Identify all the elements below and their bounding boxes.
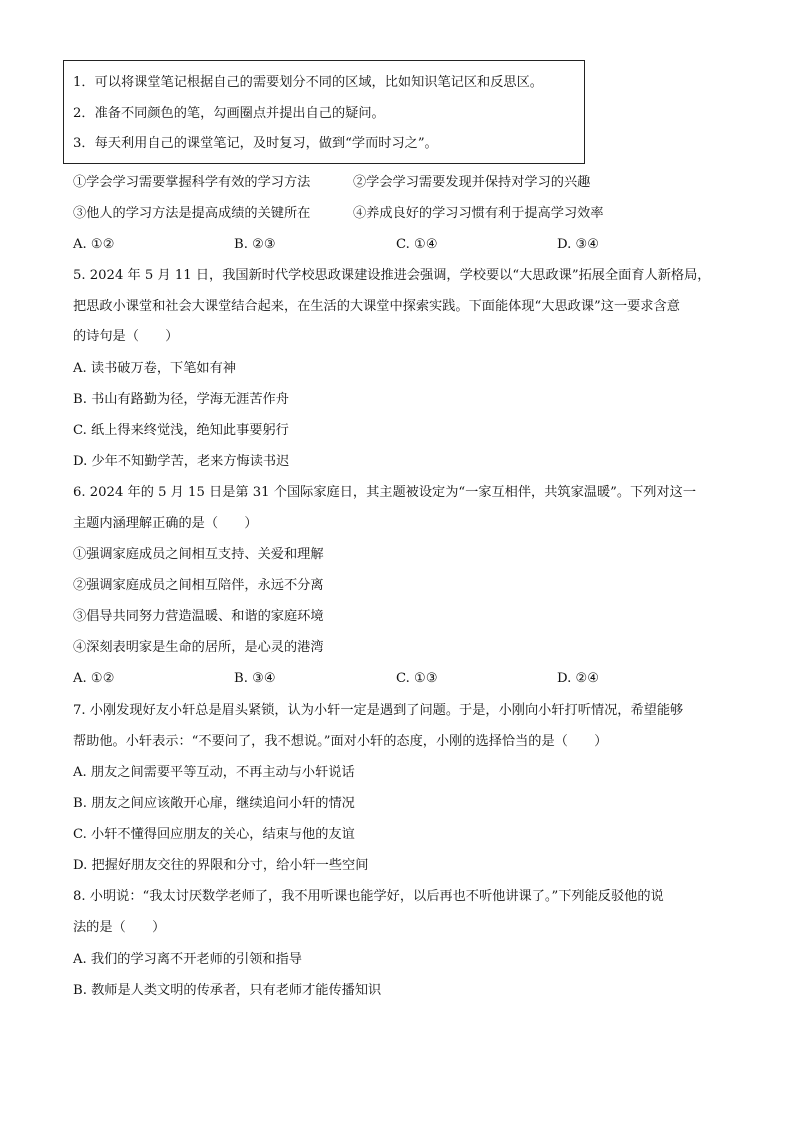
q7-option-d[interactable]: D. 把握好朋友交往的界限和分寸，给小轩一些空间 [73, 858, 369, 873]
q5-option-c[interactable]: C. 纸上得来终觉浅，绝知此事要躬行 [73, 423, 289, 438]
q4-statement-1: ①学会学习需要掌握科学有效的学习方法 [73, 175, 311, 190]
q7-option-c[interactable]: C. 小轩不懂得回应朋友的关心，结束与他的友谊 [73, 827, 355, 842]
q5-stem-line-2: 把思政小课堂和社会大课堂结合起来，在生活的大课堂中探索实践。下面能体现“大思政课”这一要求含意 [73, 299, 680, 314]
q5-option-d[interactable]: D. 少年不知勤学苦，老来方悔读书迟 [73, 454, 290, 469]
q5-option-a[interactable]: A. 读书破万卷，下笔如有神 [73, 361, 236, 376]
q7-option-a[interactable]: A. 朋友之间需要平等互动，不再主动与小轩说话 [73, 765, 355, 780]
q8-stem-line-1: 8. 小明说：“我太讨厌数学老师了，我不用听课也能学好，以后再也不听他讲课了。”下列能反驳他的说 [73, 889, 664, 904]
tip-line-1: 1．可以将课堂笔记根据自己的需要划分不同的区域，比如知识笔记区和反思区。 [73, 75, 543, 90]
q7-stem-line-2: 帮助他。小轩表示：“不要问了，我不想说。”面对小轩的态度，小刚的选择恰当的是（ ） [73, 734, 608, 749]
q4-option-c[interactable]: C. ①④ [396, 237, 438, 252]
q8-stem-line-2: 法的是（ ） [73, 920, 166, 935]
q7-option-b[interactable]: B. 朋友之间应该敞开心扉，继续追问小轩的情况 [73, 796, 355, 811]
q4-option-a[interactable]: A. ①② [73, 237, 115, 252]
q4-statement-2: ②学会学习需要发现并保持对学习的兴趣 [353, 175, 591, 190]
q6-statement-4: ④深刻表明家是生命的居所，是心灵的港湾 [73, 640, 324, 655]
q8-option-b[interactable]: B. 教师是人类文明的传承者，只有老师才能传播知识 [73, 983, 382, 998]
q6-option-c[interactable]: C. ①③ [396, 671, 438, 686]
q4-statement-3: ③他人的学习方法是提高成绩的关键所在 [73, 206, 311, 221]
q6-stem-line-2: 主题内涵理解正确的是（ ） [73, 516, 258, 531]
q5-stem-line-1: 5. 2024 年 5 月 11 日，我国新时代学校思政课建设推进会强调，学校要以“大思政课”拓展全面育人新格局， [73, 268, 711, 283]
q5-option-b[interactable]: B. 书山有路勤为径，学海无涯苦作舟 [73, 392, 289, 407]
q6-option-d[interactable]: D. ②④ [557, 671, 600, 686]
q6-statement-1: ①强调家庭成员之间相互支持、关爱和理解 [73, 547, 324, 562]
q4-option-b[interactable]: B. ②③ [234, 237, 276, 252]
q6-option-a[interactable]: A. ①② [73, 671, 115, 686]
tip-line-3: 3．每天利用自己的课堂笔记，及时复习，做到“学而时习之”。 [73, 136, 438, 151]
q4-option-d[interactable]: D. ③④ [557, 237, 600, 252]
q4-statement-4: ④养成良好的学习习惯有利于提高学习效率 [353, 206, 604, 221]
q6-statement-3: ③倡导共同努力营造温暖、和谐的家庭环境 [73, 609, 324, 624]
q5-stem-line-3: 的诗句是（ ） [73, 329, 179, 344]
q6-stem-line-1: 6. 2024 年的 5 月 15 日是第 31 个国际家庭日，其主题被设定为“一家互相伴，共筑家温暖”。下列对这一 [73, 485, 697, 500]
q6-option-b[interactable]: B. ③④ [234, 671, 276, 686]
tip-line-2: 2．准备不同颜色的笔，勾画圈点并提出自己的疑问。 [73, 106, 385, 121]
q7-stem-line-1: 7. 小刚发现好友小轩总是眉头紧锁，认为小轩一定是遇到了问题。于是，小刚向小轩打听情况，希望能够 [73, 703, 684, 718]
q8-option-a[interactable]: A. 我们的学习离不开老师的引领和指导 [73, 952, 302, 967]
q6-statement-2: ②强调家庭成员之间相互陪伴，永远不分离 [73, 578, 324, 593]
